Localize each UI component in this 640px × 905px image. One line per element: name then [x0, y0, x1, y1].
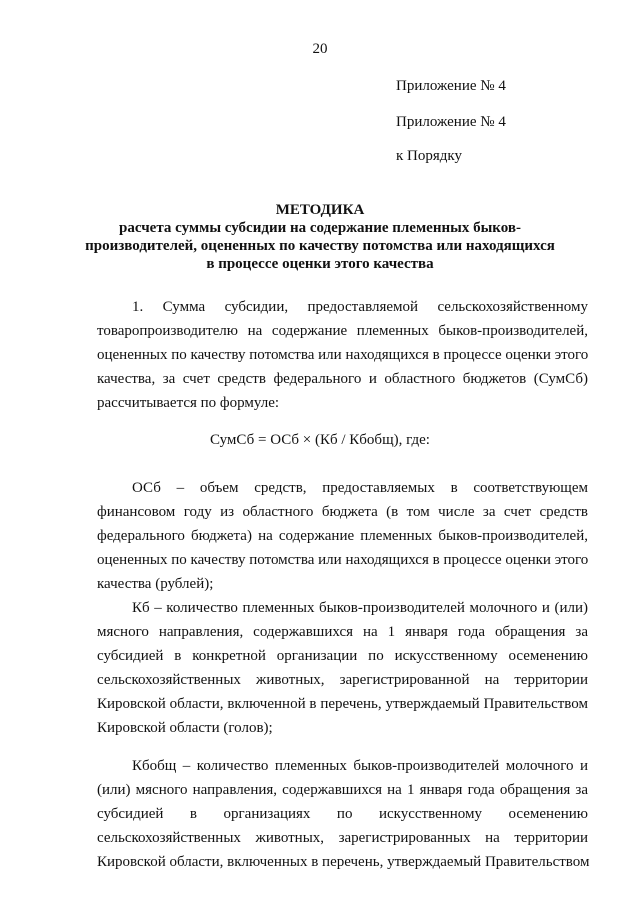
document-subtitle-2: производителей, оцененных по качеству потомства или находящихся — [85, 238, 555, 254]
appendix-line-1: Приложение № 4 — [396, 78, 506, 94]
para2-line-2: финансовом году из областного бюджета (в том числе за счет средств — [97, 504, 588, 520]
formula: СумСб = ОСб × (Кб / Кбобщ), где: — [210, 432, 430, 448]
para2-line-5: качества (рублей); — [97, 576, 214, 592]
para1-line-3: оцененных по качеству потомства или находящихся в процессе оценки этого — [97, 347, 589, 363]
para4-line-1: Кбобщ – количество племенных быков-производителей молочного и — [132, 758, 588, 774]
para3-line-2: мясного направления, содержавшихся на 1 января года обращения за — [97, 624, 588, 640]
para3-line-5: Кировской области, включенной в перечень, утверждаемый Правительством — [97, 696, 588, 712]
para1-line-4: качества, за счет средств федерального и областного бюджетов (СумСб) — [97, 371, 588, 387]
para3-line-1: Кб – количество племенных быков-производителей молочного и (или) — [132, 600, 588, 616]
para4-line-4: сельскохозяйственных животных, зарегистрированных на территории — [97, 830, 588, 846]
document-subtitle-3: в процессе оценки этого качества — [206, 256, 434, 272]
para3-line-6: Кировской области (голов); — [97, 720, 273, 736]
para4-line-3: субсидией в организациях по искусственному осеменению — [97, 806, 588, 822]
document-subtitle-1: расчета суммы субсидии на содержание племенных быков- — [119, 220, 521, 236]
para3-line-3: субсидией в конкретной организации по искусственному осеменению — [97, 648, 588, 664]
para1-line-5: рассчитывается по формуле: — [97, 395, 280, 411]
para2-line-4: оцененных по качеству потомства или находящихся в процессе оценки этого — [97, 552, 589, 568]
document-heading: МЕТОДИКА — [275, 202, 365, 218]
para2-line-3: федерального бюджета) на содержание племенных быков-производителей, — [97, 528, 588, 544]
para1-line-1: 1. Сумма субсидии, предоставляемой сельскохозяйственному — [132, 299, 588, 315]
appendix-line-2: Приложение № 4 — [396, 114, 506, 130]
para4-line-5: Кировской области, включенных в перечень, утверждаемый Правительством — [97, 854, 590, 870]
page-number: 20 — [312, 41, 328, 57]
para1-line-2: товаропроизводителю на содержание племенных быков-производителей, — [97, 323, 588, 339]
para4-line-2: (или) мясного направления, содержавшихся на 1 января года обращения за — [97, 782, 588, 798]
appendix-line-3: к Порядку — [396, 148, 462, 164]
para3-line-4: сельскохозяйственных животных, зарегистрированной на территории — [97, 672, 588, 688]
para2-line-1: ОСб – объем средств, предоставляемых в соответствующем — [132, 480, 588, 496]
